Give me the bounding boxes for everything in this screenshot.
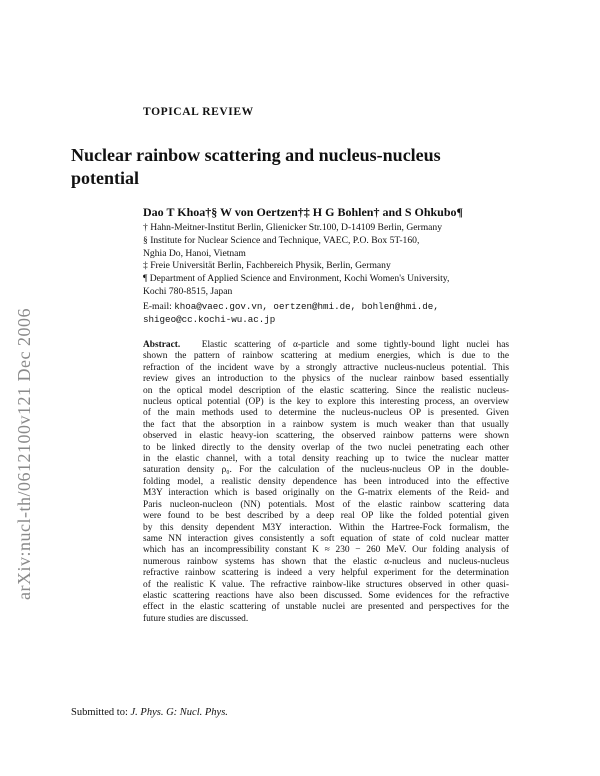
abstract-label: Abstract. [143, 340, 181, 350]
abstract-line: of the realistic K value. The refractive rainbow-like structures observed in other quasi- [143, 579, 509, 590]
affiliation-line: † Hahn-Meitner-Institut Berlin, Glienicker Str.100, D-14109 Berlin, Germany [143, 222, 443, 233]
affiliation-line: ‡ Freie Universität Berlin, Fachbereich Physik, Berlin, Germany [143, 260, 391, 272]
submitted-label: Submitted to: [71, 707, 128, 718]
abstract-line: Abstract. Elastic scattering of α-particle and some tightly-bound light nuclei has [143, 340, 509, 350]
arxiv-id: arXiv:nucl-th/0612100v1 [14, 405, 34, 600]
abstract-line: by this density dependent M3Y interaction. Within the Hartree-Fock formalism, the [143, 522, 509, 533]
arxiv-date: 21 Dec 2006 [14, 308, 34, 406]
email-addresses: khoa@vaec.gov.vn, oertzen@hmi.de, bohlen@hmi.de, [174, 301, 439, 312]
abstract-line: Paris nucleon-nucleon (NN) potentials. Most of the elastic rainbow scattering data [143, 499, 509, 510]
affiliation-line: ¶ Department of Applied Science and Environment, Kochi Women's University, [143, 273, 450, 285]
affiliation-line: Nghia Do, Hanoi, Vietnam [143, 247, 246, 259]
arxiv-stamp [14, 200, 36, 600]
abstract [143, 340, 509, 625]
email-label: E-mail: [143, 301, 172, 312]
abstract-line: saturation density ρ₀. For the calculation of the nucleus-nucleus OP in the double- [143, 465, 509, 476]
affiliation-line: § Institute for Nuclear Science and Technique, VAEC, P.O. Box 5T-160, [143, 234, 420, 246]
abstract-line: M3Y interaction which is based originally on the G-matrix elements of the Reid- and [143, 488, 509, 499]
author-list: Dao T Khoa†§ W von Oertzen†‡ H G Bohlen† and S Ohkubo¶ [143, 205, 464, 219]
abstract-line: in the elastic channel, with a total density reaching up to twice the nuclear matter [143, 454, 509, 465]
abstract-line: of the main methods used to determine the nucleus-nucleus OP is presented. Given [143, 408, 509, 419]
submitted-to [71, 707, 228, 718]
abstract-line: refraction of the incident wave by a strongly attractive nucleus-nucleus potential. This [143, 362, 509, 373]
abstract-line: were found to be best described by a deep real OP like the folded potential given [143, 511, 509, 522]
abstract-line: to be linked directly to the density overlap of the two nuclei penetrating each other [143, 442, 509, 453]
email-addresses: shigeo@cc.kochi-wu.ac.jp [143, 314, 276, 325]
paper-title [71, 144, 541, 190]
section-label: TOPICAL REVIEW [143, 106, 254, 118]
abstract-line: refractive rainbow scattering is indeed a very helpful experiment for the determination [143, 568, 509, 579]
title-line: Nuclear rainbow scattering and nucleus-nucleus [71, 145, 441, 165]
abstract-line: effect in the elastic scattering of unstable nuclei are presented and perspectives for the [143, 602, 509, 613]
abstract-line: numerous rainbow systems has shown that the elastic α-nucleus and nucleus-nucleus [143, 556, 509, 567]
journal-name: J. Phys. G: Nucl. Phys. [130, 707, 228, 718]
abstract-line: folding model, a realistic density dependence has been introduced into the effective [143, 476, 509, 487]
abstract-line: elastic scattering reactions have also been discussed. Some evidences for the refractive [143, 590, 509, 601]
abstract-line: on the optical model description of the elastic scattering. Since the realistic nucleus- [143, 385, 509, 396]
abstract-line: observed in elastic heavy-ion scattering, the observed rainbow patterns were shown [143, 431, 509, 442]
email-block [143, 300, 439, 326]
abstract-line: future studies are discussed. [143, 613, 249, 624]
abstract-line: nucleus optical potential (OP) is the key to explore this interesting process, an overview [143, 397, 509, 408]
abstract-line: shown the pattern of rainbow scattering at medium energies, which is due to the [143, 351, 509, 362]
abstract-line: which has an incompressibility constant K ≈ 230 − 260 MeV. Our folding analysis of [143, 545, 509, 556]
affiliations [143, 222, 543, 299]
abstract-line: review gives an introduction to the physics of the nuclear rainbow based essentially [143, 374, 509, 385]
affiliation-line: Kochi 780-8515, Japan [143, 285, 233, 297]
abstract-line: same NN interaction gives consistently a soft equation of state of cold nuclear matter [143, 533, 509, 544]
abstract-line: the fact that the absorption in a rainbow system is much weaker than that usually [143, 419, 509, 430]
title-line: potential [71, 168, 140, 188]
